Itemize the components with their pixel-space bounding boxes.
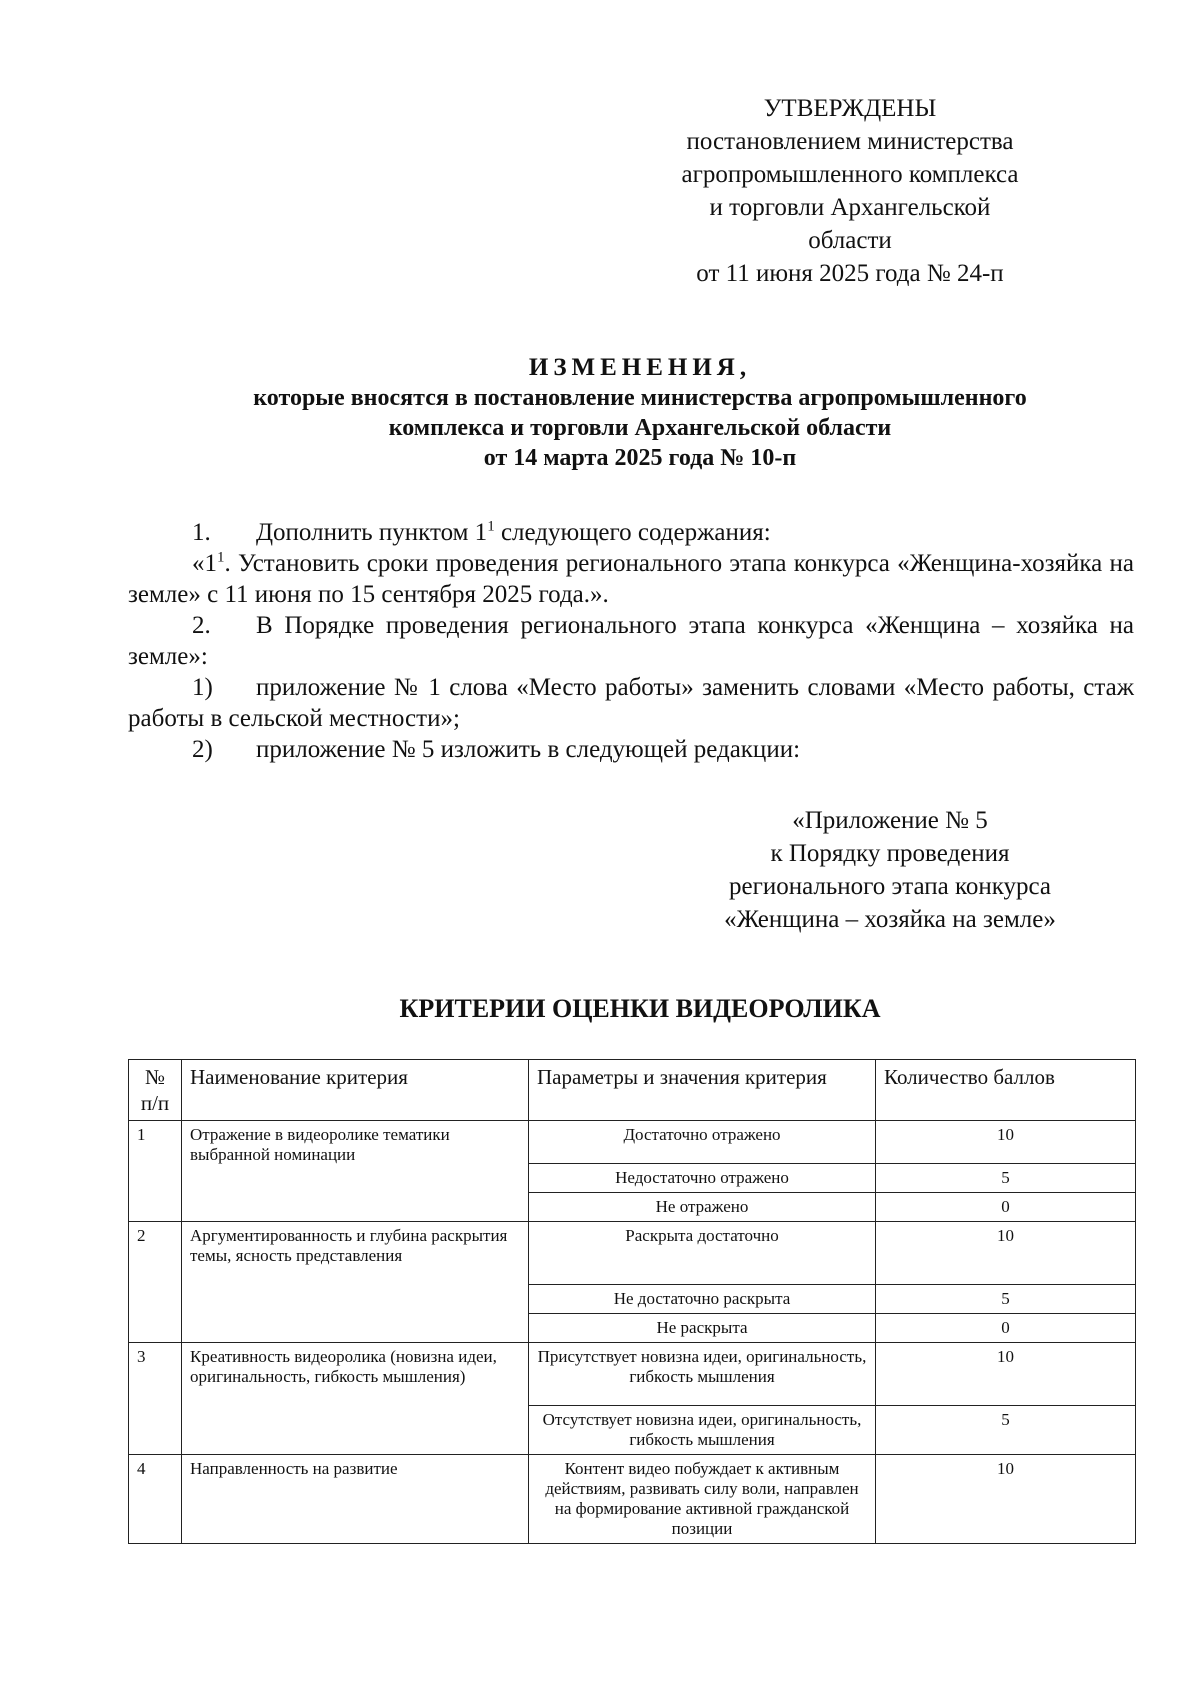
row-param: Контент видео побуждает к активным действиям, развивать силу воли, направлен на формирование активной гражданской позиции	[529, 1455, 876, 1544]
approval-stamp-block	[650, 92, 1050, 290]
approval-line: агропромышленного комплекса	[681, 161, 1019, 188]
row-num: 3	[129, 1343, 182, 1455]
item-number: 1)	[192, 674, 213, 701]
row-param: Недостаточно отражено	[529, 1164, 876, 1193]
table-row	[129, 1455, 1136, 1544]
table-row	[129, 1343, 1136, 1406]
row-name: Направленность на развитие	[182, 1455, 529, 1544]
row-param: Не достаточно раскрыта	[529, 1285, 876, 1314]
row-name: Отражение в видеоролике тематики выбранной номинации	[182, 1121, 529, 1222]
row-score: 0	[876, 1314, 1136, 1343]
title-line: комплекса и торговли Архангельской области	[388, 415, 892, 441]
paragraph-text: Дополнить пунктом 1	[256, 519, 488, 546]
title-line: которые вносятся в постановление министерства агропромышленного	[253, 385, 1027, 411]
approval-heading: УТВЕРЖДЕНЫ	[763, 95, 937, 122]
row-name: Аргументированность и глубина раскрытия темы, ясность представления	[182, 1222, 529, 1343]
paragraph-text: «1	[192, 550, 217, 577]
row-name: Креативность видеоролика (новизна идеи, оригинальность, гибкость мышления)	[182, 1343, 529, 1455]
row-param: Достаточно отражено	[529, 1121, 876, 1164]
appendix-line: регионального этапа конкурса	[728, 873, 1052, 900]
row-score: 10	[876, 1222, 1136, 1285]
paragraph-text: приложение № 5 изложить в следующей редакции:	[256, 736, 801, 763]
appendix-header	[690, 804, 1090, 936]
item-number: 2)	[192, 736, 213, 763]
title-line: от 14 марта 2025 года № 10-п	[483, 445, 797, 471]
criteria-title: КРИТЕРИИ ОЦЕНКИ ВИДЕОРОЛИКА	[399, 994, 881, 1023]
row-num: 1	[129, 1121, 182, 1222]
table-row	[129, 1222, 1136, 1285]
approval-line: постановлением министерства	[686, 128, 1014, 155]
row-param: Раскрыта достаточно	[529, 1222, 876, 1285]
document-body	[128, 517, 1134, 765]
header-score: Количество баллов	[876, 1060, 1136, 1121]
paragraph-text: приложение № 1 слова «Место работы» заменить словами «Место работы, стаж работы в сельской местности»;	[128, 674, 1134, 732]
document-title	[100, 353, 1180, 473]
superscript: 1	[217, 549, 225, 566]
approval-date: от 11 июня 2025 года № 24-п	[696, 260, 1004, 287]
row-score: 10	[876, 1121, 1136, 1164]
row-param: Не раскрыта	[529, 1314, 876, 1343]
header-num: № п/п	[129, 1060, 182, 1121]
title-heading: ИЗМЕНЕНИЯ,	[528, 354, 752, 381]
paragraph-quote	[128, 548, 1134, 610]
paragraph-subitem-1	[128, 672, 1134, 734]
appendix-line: «Приложение № 5	[792, 807, 988, 834]
row-score: 0	[876, 1193, 1136, 1222]
row-param: Присутствует новизна идеи, оригинальность, гибкость мышления	[529, 1343, 876, 1406]
row-num: 4	[129, 1455, 182, 1544]
row-score: 10	[876, 1455, 1136, 1544]
approval-line: области	[808, 227, 892, 254]
table-row	[129, 1121, 1136, 1164]
row-num: 2	[129, 1222, 182, 1343]
row-score: 5	[876, 1285, 1136, 1314]
header-params: Параметры и значения критерия	[529, 1060, 876, 1121]
row-score: 5	[876, 1164, 1136, 1193]
row-param: Не отражено	[529, 1193, 876, 1222]
superscript: 1	[487, 518, 495, 535]
table-header-row	[129, 1060, 1136, 1121]
row-score: 10	[876, 1343, 1136, 1406]
row-score: 5	[876, 1406, 1136, 1455]
paragraph-text: следующего содержания:	[494, 519, 771, 546]
item-number: 2.	[192, 612, 211, 639]
paragraph-item-2	[128, 610, 1134, 672]
header-name: Наименование критерия	[182, 1060, 529, 1121]
appendix-line: к Порядку проведения	[770, 840, 1010, 867]
paragraph-text: В Порядке проведения регионального этапа конкурса «Женщина – хозяйка на земле»:	[128, 612, 1134, 670]
paragraph-subitem-2	[128, 734, 1134, 765]
appendix-line: «Женщина – хозяйка на земле»	[724, 906, 1056, 933]
approval-line: и торговли Архангельской	[709, 194, 991, 221]
paragraph-item-1	[128, 517, 1134, 548]
item-number: 1.	[192, 519, 211, 546]
row-param: Отсутствует новизна идеи, оригинальность, гибкость мышления	[529, 1406, 876, 1455]
paragraph-text: . Установить сроки проведения регионального этапа конкурса «Женщина-хозяйка на земле» с 11 июня по 15 сентября 2025 года.».	[128, 550, 1134, 608]
criteria-table	[128, 1059, 1136, 1544]
